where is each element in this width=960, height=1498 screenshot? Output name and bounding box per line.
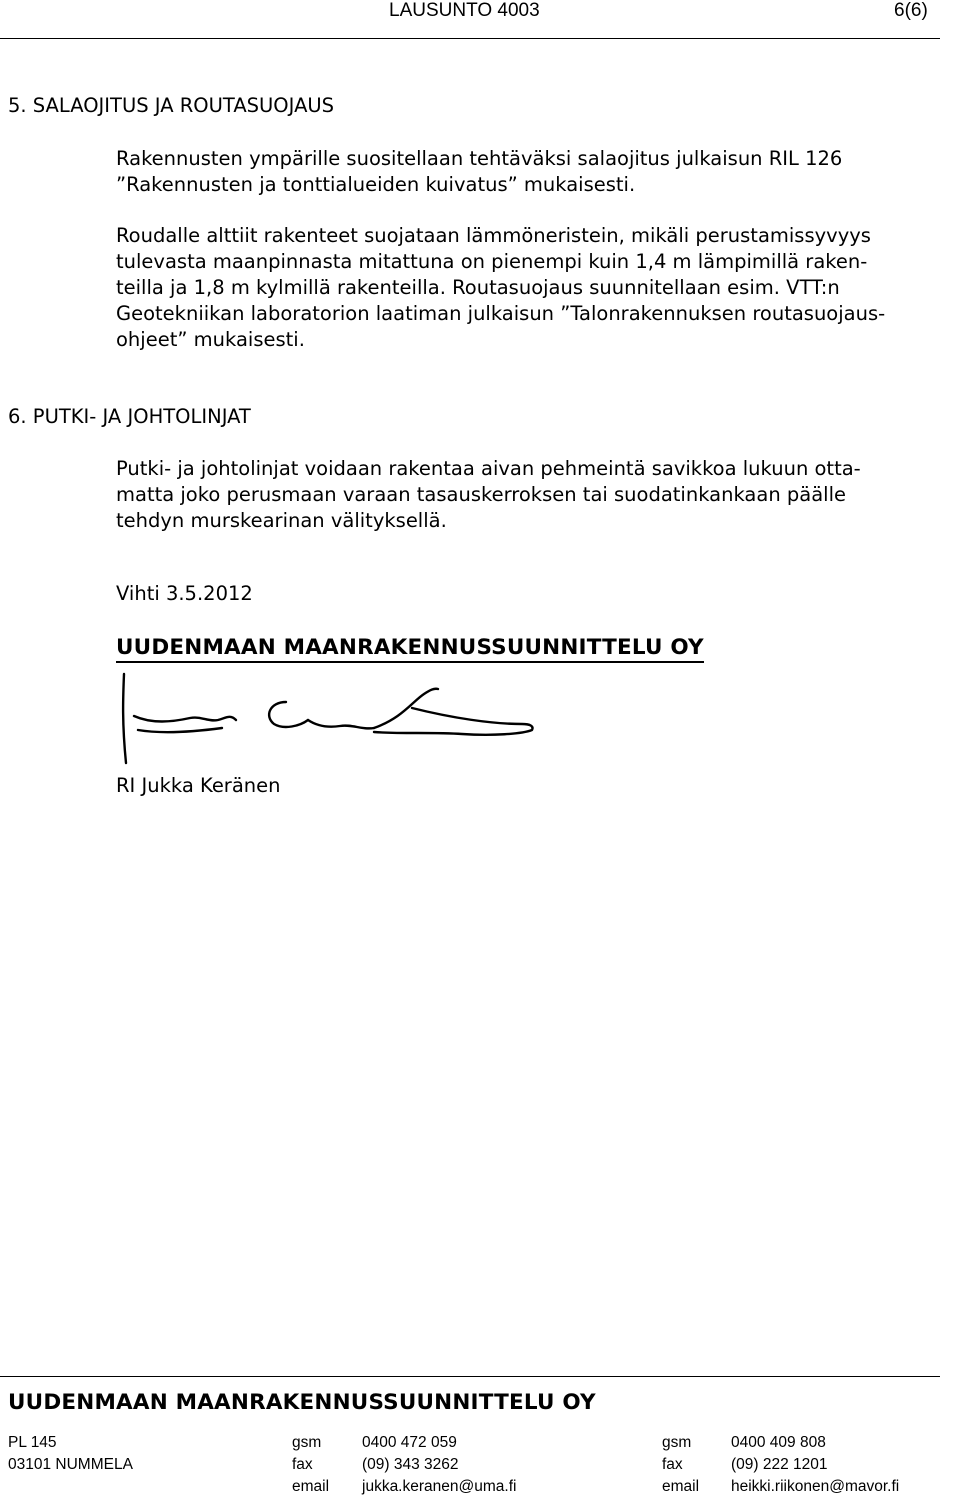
contact-label: gsm bbox=[662, 1434, 692, 1451]
contact-label: email bbox=[662, 1478, 700, 1495]
footer-address bbox=[8, 1432, 133, 1476]
contact-2-values bbox=[731, 1432, 899, 1498]
contact-label: fax bbox=[662, 1456, 683, 1473]
section-6-paragraph-1 bbox=[116, 456, 861, 534]
handwritten-signature bbox=[112, 668, 540, 770]
contact-value: 0400 409 808 bbox=[731, 1434, 826, 1451]
text-line: teilla ja 1,8 m kylmillä rakenteilla. Routasuojaus suunnitellaan esim. VTT:n bbox=[116, 276, 840, 299]
contact-label: email bbox=[292, 1478, 330, 1495]
section-5-heading: 5. SALAOJITUS JA ROUTASUOJAUS bbox=[8, 94, 335, 117]
section-5-paragraph-2 bbox=[116, 223, 885, 353]
address-line: 03101 NUMMELA bbox=[8, 1456, 133, 1473]
document-title: LAUSUNTO 4003 bbox=[389, 0, 540, 21]
contact-1-labels bbox=[292, 1432, 329, 1498]
contact-value: (09) 222 1201 bbox=[731, 1456, 828, 1473]
text-line: Rakennusten ympärille suositellaan tehtäväksi salaojitus julkaisun RIL 126 bbox=[116, 147, 843, 170]
text-line: matta joko perusmaan varaan tasauskerroksen tai suodatinkankaan päälle bbox=[116, 483, 846, 506]
signature-company-name: UUDENMAAN MAANRAKENNUSSUUNNITTELU OY bbox=[116, 635, 704, 663]
text-line: tehdyn murskearinan välityksellä. bbox=[116, 509, 447, 532]
header-rule bbox=[0, 38, 940, 39]
text-line: Roudalle alttiit rakenteet suojataan lämmöneristein, mikäli perustamissyvyys bbox=[116, 224, 871, 247]
text-line: tulevasta maanpinnasta mitattuna on pienempi kuin 1,4 m lämpimillä raken- bbox=[116, 250, 868, 273]
section-5-paragraph-1 bbox=[116, 146, 842, 198]
contact-label: gsm bbox=[292, 1434, 322, 1451]
address-line: PL 145 bbox=[8, 1434, 57, 1451]
contact-label: fax bbox=[292, 1456, 313, 1473]
section-6-heading: 6. PUTKI- JA JOHTOLINJAT bbox=[8, 405, 251, 428]
footer-company-name: UUDENMAAN MAANRAKENNUSSUUNNITTELU OY bbox=[8, 1390, 596, 1415]
place-date: Vihti 3.5.2012 bbox=[116, 582, 253, 605]
signer-name: RI Jukka Keränen bbox=[116, 774, 281, 797]
contact-2-labels bbox=[662, 1432, 699, 1498]
text-line: Putki- ja johtolinjat voidaan rakentaa aivan pehmeintä savikkoa lukuun otta- bbox=[116, 457, 861, 480]
footer-rule bbox=[0, 1376, 940, 1377]
text-line: Geotekniikan laboratorion laatiman julkaisun ”Talonrakennuksen routasuojaus- bbox=[116, 302, 886, 325]
text-line: ohjeet” mukaisesti. bbox=[116, 328, 305, 351]
page-number: 6(6) bbox=[894, 0, 928, 21]
contact-value: jukka.keranen@uma.fi bbox=[362, 1478, 517, 1495]
text-line: ”Rakennusten ja tonttialueiden kuivatus” mukaisesti. bbox=[116, 173, 636, 196]
contact-value: (09) 343 3262 bbox=[362, 1456, 459, 1473]
contact-value: heikki.riikonen@mavor.fi bbox=[731, 1478, 900, 1495]
contact-value: 0400 472 059 bbox=[362, 1434, 457, 1451]
contact-1-values bbox=[362, 1432, 516, 1498]
